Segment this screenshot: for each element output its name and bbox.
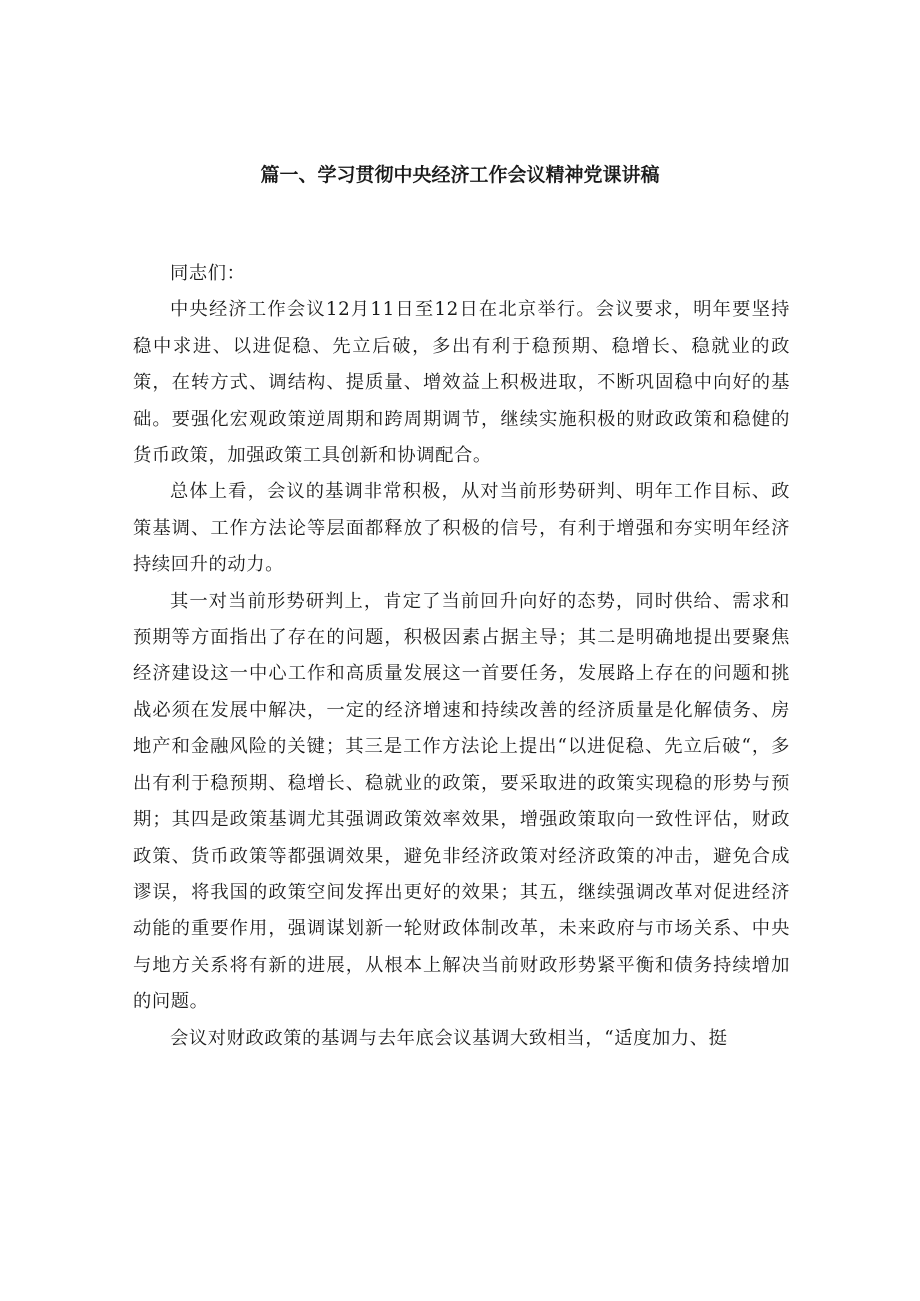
salutation-paragraph: 同志们： xyxy=(170,263,246,284)
body-paragraph-1: 中央经济工作会议12月11日至12日在北京举行。会议要求，明年要坚持稳中求进、以进促稳、先立后破，多出有利于稳预期、稳增长、稳就业的政策，在转方式、调结构、提质量、增效益上积极进取，不断巩固稳中向好的基础。要强化宏观政策逆周期和跨周期调节，继续实施积极的财政政策和稳健的货币政策，加强政策工具创新和协调配合。 xyxy=(133,299,790,467)
document-body xyxy=(133,256,790,1057)
body-paragraph-3: 其一对当前形势研判上，肯定了当前回升向好的态势，同时供给、需求和预期等方面指出了存在的问题，积极因素占据主导；其二是明确地提出要聚焦经济建设这一中心工作和高质量发展这一首要任务，发展路上存在的问题和挑战必须在发展中解决，一定的经济增速和持续改善的经济质量是化解债务、房地产和金融风险的关键；其三是工作方法论上提出“以进促稳、先立后破“，多出有利于稳预期、稳增长、稳就业的政策，要采取进的政策实现稳的形势与预期；其四是政策基调尤其强调政策效率效果，增强政策取向一致性评估，财政政策、货币政策等都强调效果，避免非经济政策对经济政策的冲击，避免合成谬误，将我国的政策空间发挥出更好的效果；其五，继续强调改革对促进经济动能的重要作用，强调谋划新一轮财政体制改革，未来政府与市场关系、中央与地方关系将有新的进展，从根本上解决当前财政形势紧平衡和债务持续增加的问题。 xyxy=(133,590,790,1013)
body-paragraph-4: 会议对财政政策的基调与去年底会议基调大致相当，“适度加力、挺 xyxy=(170,1027,728,1049)
body-paragraph-2: 总体上看，会议的基调非常积极，从对当前形势研判、明年工作目标、政策基调、工作方法论等层面都释放了积极的信号，有利于增强和夯实明年经济持续回升的动力。 xyxy=(133,481,790,576)
document-title: 篇一、学习贯彻中央经济工作会议精神党课讲稿 xyxy=(260,164,660,186)
